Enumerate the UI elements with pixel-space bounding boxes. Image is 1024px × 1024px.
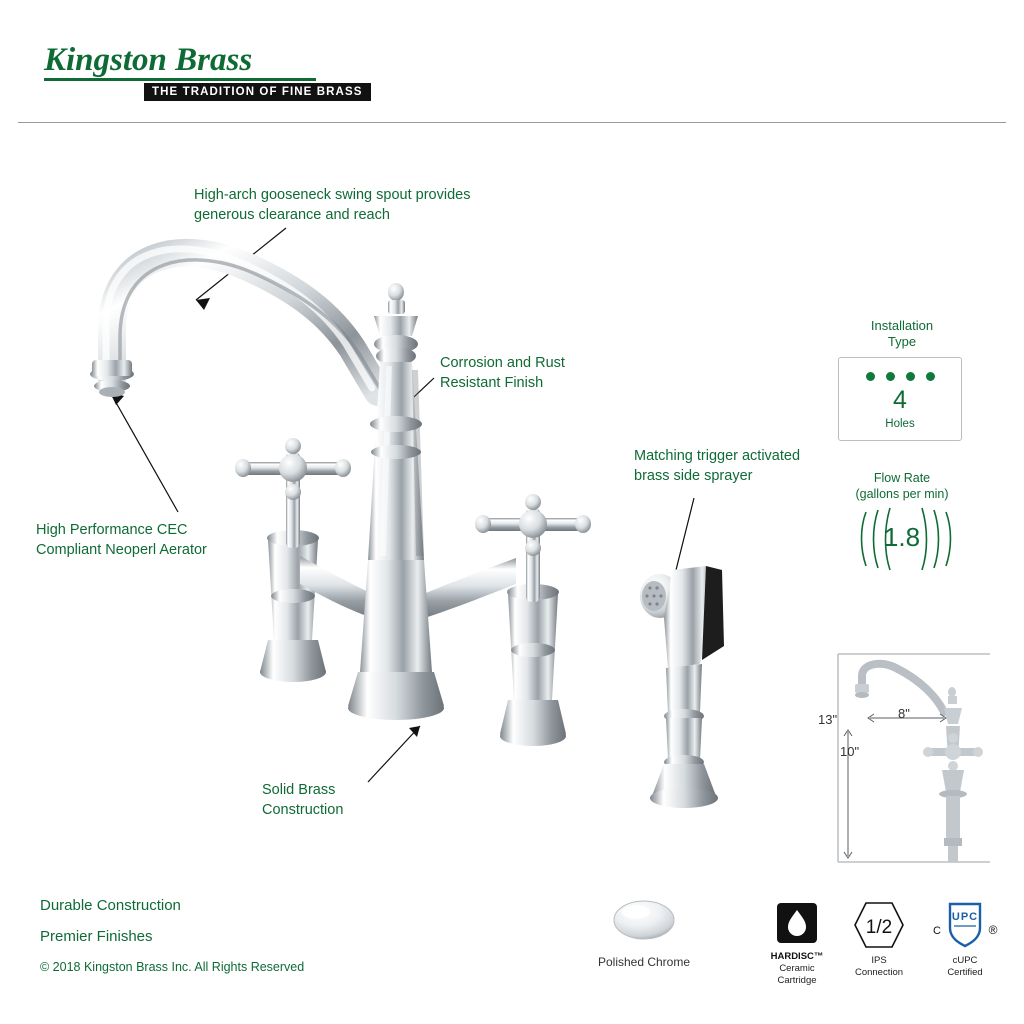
brand-name: Kingston Brass (44, 42, 253, 78)
copyright-text: © 2018 Kingston Brass Inc. All Rights Reserved (40, 960, 305, 974)
brand-logo (44, 44, 424, 101)
callout-aerator-label: High Performance CEC Compliant Neoperl Aerator (36, 522, 207, 558)
hole-dot (906, 372, 915, 381)
cupc-icon (928, 900, 1002, 950)
callout-construction-label: Solid Brass Construction (262, 782, 344, 818)
finish-swatch (588, 898, 700, 969)
badge-hardisc (764, 900, 830, 987)
flow-rate (838, 470, 966, 552)
dimension-height-total: 13" (818, 712, 838, 727)
installation-type (838, 318, 966, 441)
ips-hexagon-icon (853, 900, 905, 950)
installation-box (838, 357, 962, 441)
footer-line-2: Premier Finishes (40, 928, 153, 945)
dimension-height-secondary: 10" (840, 744, 860, 759)
finish-label: Polished Chrome (597, 955, 691, 969)
svg-text:®: ® (988, 923, 998, 937)
cupc-caption: cUPC Certified (947, 955, 983, 978)
hardisc-caption: Ceramic Cartridge (777, 962, 817, 986)
ips-caption: IPS Connection (854, 955, 904, 978)
callout-finish-label: Corrosion and Rust Resistant Finish (440, 355, 565, 391)
flow-rate-title: Flow Rate (gallons per min) (855, 471, 949, 502)
hole-dot (926, 372, 935, 381)
header-divider (18, 122, 1006, 123)
footer-line-1: Durable Construction (40, 897, 181, 914)
hole-dot (866, 372, 875, 381)
svg-text:1/2: 1/2 (865, 917, 893, 938)
brand-underline (44, 78, 316, 81)
callout-sprayer-label: Matching trigger activated brass side sprayer (634, 448, 801, 484)
hole-dot (886, 372, 895, 381)
callout-spout-label: High-arch gooseneck swing spout provides generous clearance and reach (194, 187, 471, 223)
hardisc-mark: HARDISC™ (770, 951, 824, 962)
flow-rate-value: 1.8 (883, 522, 921, 552)
finish-swatch-icon (588, 898, 700, 942)
certification-badges (760, 900, 1000, 990)
brand-tagline: THE TRADITION OF FINE BRASS (144, 83, 371, 101)
dimension-reach: 8" (898, 706, 910, 721)
badge-ips (846, 900, 912, 979)
installation-count: 4 (893, 385, 907, 414)
hardisc-icon (774, 900, 820, 946)
installation-holes (839, 372, 961, 381)
badge-cupc (928, 900, 1002, 979)
svg-text:UPC: UPC (951, 911, 979, 923)
installation-unit: Holes (885, 417, 915, 430)
svg-text:C: C (933, 925, 941, 937)
installation-title: Installation Type (870, 318, 934, 350)
